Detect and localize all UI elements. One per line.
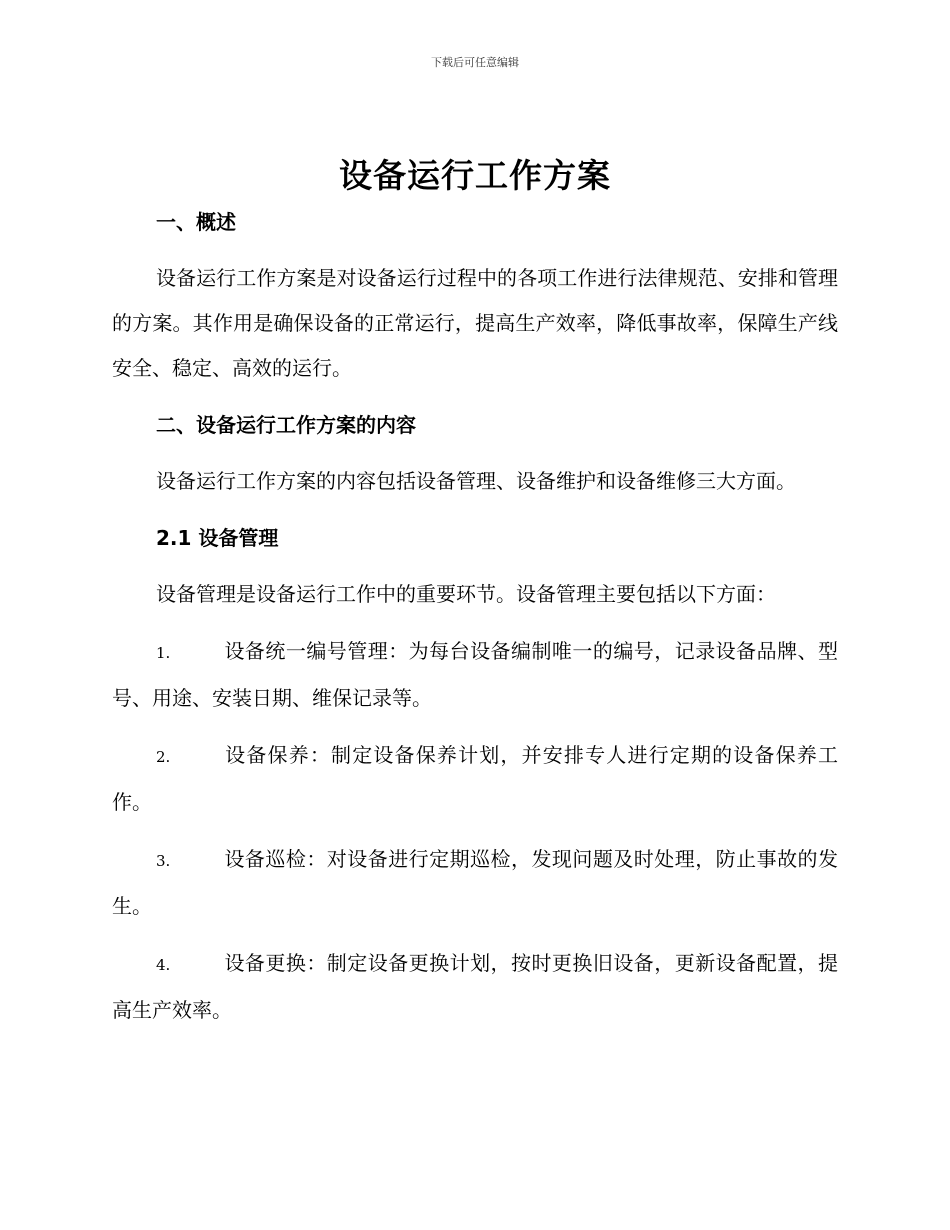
list-item-number: 2. <box>156 748 171 766</box>
list-item-number: 1. <box>156 644 171 662</box>
content-paragraph: 设备运行工作方案的内容包括设备管理、设备维护和设备维修三大方面。 <box>156 469 796 493</box>
list-item <box>112 733 838 825</box>
list-item <box>112 941 838 1033</box>
header-note: 下载后可任意编辑 <box>431 56 519 69</box>
list-item-text: 设备巡检：对设备进行定期巡检，发现问题及时处理，防止事故的发生。 <box>112 847 838 918</box>
management-intro: 设备管理是设备运行工作中的重要环节。设备管理主要包括以下方面： <box>156 582 776 606</box>
subsection-heading-management: 2.1 设备管理 <box>156 526 279 550</box>
section-heading-content: 二、设备运行工作方案的内容 <box>156 413 416 437</box>
list-item <box>112 837 838 929</box>
list-item-text: 设备统一编号管理：为每台设备编制唯一的编号，记录设备品牌、型号、用途、安装日期、维保记录等。 <box>112 639 838 710</box>
list-item-text: 设备更换：制定设备更换计划，按时更换旧设备，更新设备配置，提高生产效率。 <box>112 951 838 1022</box>
list-item-number: 4. <box>156 956 171 974</box>
list-item-number: 3. <box>156 852 171 870</box>
list-item <box>112 629 838 721</box>
section-heading-overview: 一、概述 <box>156 210 236 234</box>
list-item-text: 设备保养：制定设备保养计划，并安排专人进行定期的设备保养工作。 <box>112 743 838 814</box>
document-title: 设备运行工作方案 <box>339 156 611 195</box>
document-body <box>112 202 838 1033</box>
overview-paragraph: 设备运行工作方案是对设备运行过程中的各项工作进行法律规范、安排和管理的方案。其作用是确保设备的正常运行，提高生产效率，降低事故率，保障生产线安全、稳定、高效的运行。 <box>112 266 838 380</box>
